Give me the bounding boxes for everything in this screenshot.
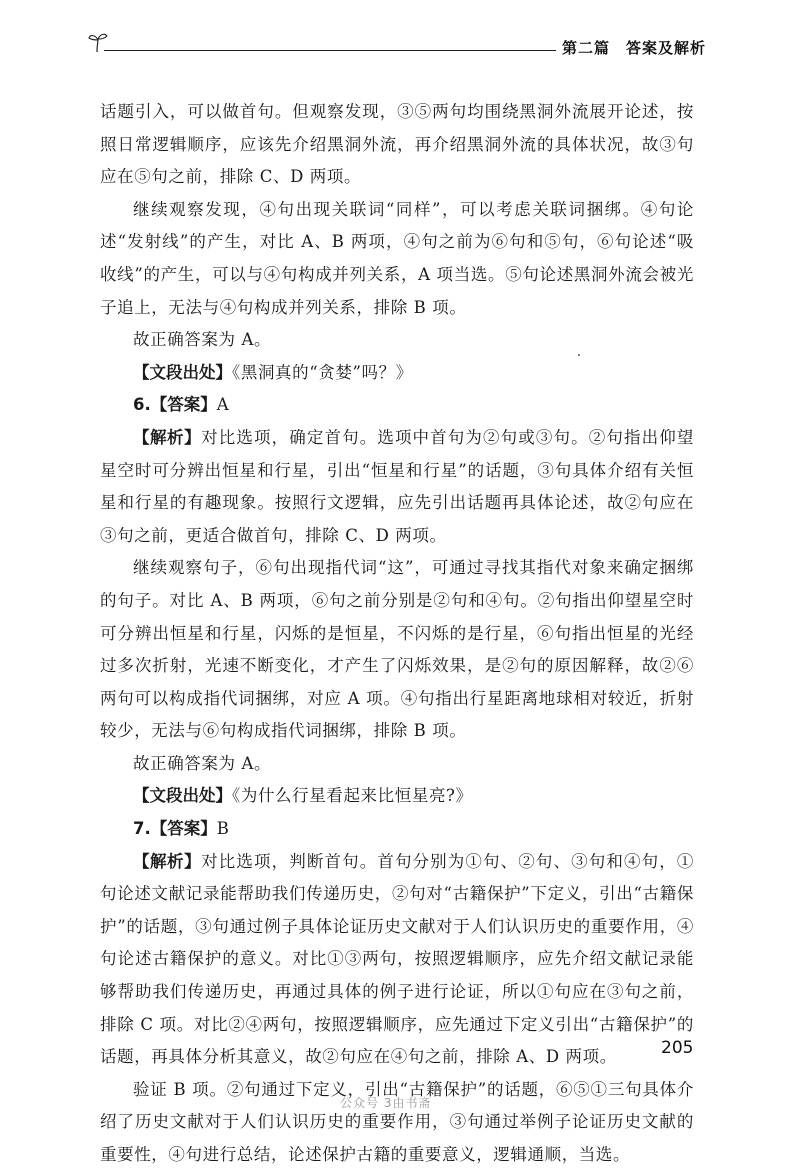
watermark: 公众号 3由书斋 xyxy=(340,1096,432,1110)
paragraph: 继续观察发现，④句出现关联词“同样”，可以考虑关联词捆绑。④句论述“发射线”的产生，对比 A、B 两项，④句之前为⑥句和⑤句，⑥句论述“吸收线”的产生，可以与④句构成并列关系，A 项当选。⑤句论述黑洞外流会被光子追上，无法与④句构成并列关系，排除 B 项。 xyxy=(100,199,694,317)
source-line xyxy=(100,357,694,390)
answer-tag: 【答案】 xyxy=(150,819,217,839)
running-header xyxy=(86,28,706,60)
paragraph: 故正确答案为 A。 xyxy=(133,330,272,350)
paragraph: 话题引入，可以做首句。但观察发现，③⑤两句均围绕黑洞外流展开论述，按照日常逻辑顺序，应该先介绍黑洞外流，再介绍黑洞外流的具体状况，故③句应在⑤句之前，排除 C、D 两项。 xyxy=(100,102,694,187)
answer-value: A xyxy=(216,395,230,415)
chapter-title: 第二篇 答案及解析 xyxy=(561,39,706,57)
answer-value: B xyxy=(216,819,230,839)
paragraph: 故正确答案为 A。 xyxy=(133,753,272,773)
analysis-tag: 【解析】 xyxy=(133,427,202,447)
answer-line xyxy=(100,813,694,846)
question-number: 7. xyxy=(133,819,151,839)
analysis-paragraph: 【解析】对比选项，确定首句。选项中首句为②句或③句。②句指出仰望星空时可分辨出恒星和行星，引出“恒星和行星”的话题，③句具体介绍有关恒星和行星的有趣现象。按照行文逻辑，应先引出话题再具体论述，故②句应在③句之前，更适合做首句，排除 C、D 两项。 xyxy=(100,427,694,545)
answer-line xyxy=(100,389,694,422)
source-tag: 【文段出处】 xyxy=(133,362,232,382)
analysis-paragraph: 【解析】对比选项，判断首句。首句分别为①句、②句、③句和④句，①句论述文献记录能帮助我们传递历史，②句对“古籍保护”下定义，引出“古籍保护”的话题，③句通过例子具体论证历史文献对于人们认识历史的重要作用，④句论述古籍保护的意义。对比①③两句，按照逻辑顺序，应先介绍文献记录能够帮助我们传递历史，再通过具体的例子进行论证，所以①句应在③句之前，排除 C 项。对比②④两句，按照逻辑顺序，应先通过下定义引出“古籍保护”的话题，再具体分析其意义，故②句应在④句之前，排除 A、D 两项。 xyxy=(100,851,694,1067)
answer-tag: 【答案】 xyxy=(150,395,217,415)
source-tag: 【文段出处】 xyxy=(133,786,232,806)
analysis-tag: 【解析】 xyxy=(133,851,202,871)
page-body xyxy=(100,96,694,1172)
header-rule xyxy=(104,50,556,51)
scan-speck xyxy=(578,354,580,356)
source-title: 《黑洞真的“贪婪”吗？》 xyxy=(232,362,413,382)
paragraph: 验证 B 项。②句通过下定义，引出“古籍保护”的话题，⑥⑤①三句具体介绍了历史文献对于人们认识历史的重要作用，③句通过举例子论证历史文献的重要性，④句进行总结，论述保护古籍的重要意义，逻辑通顺，当选。 xyxy=(100,1079,694,1164)
source-line xyxy=(100,780,694,813)
paragraph: 继续观察句子，⑥句出现指代词“这”，可通过寻找其指代对象来确定捆绑的句子。对比 A、B 两项，⑥句之前分别是②句和④句。②句指出仰望星空时可分辨出恒星和行星，闪烁的是恒星，不闪烁的是行星，⑥句指出恒星的光经过多次折射，光速不断变化，才产生了闪烁效果，是②句的原因解释，故②⑥两句可以构成指代词捆绑，对应 A 项。④句指出行星距离地球相对较近，折射较少，无法与⑥句构成指代词捆绑，排除 B 项。 xyxy=(100,558,694,741)
page-number: 205 xyxy=(661,1038,694,1058)
question-number: 6. xyxy=(133,395,151,415)
source-title: 《为什么行星看起来比恒星亮?》 xyxy=(232,786,473,806)
